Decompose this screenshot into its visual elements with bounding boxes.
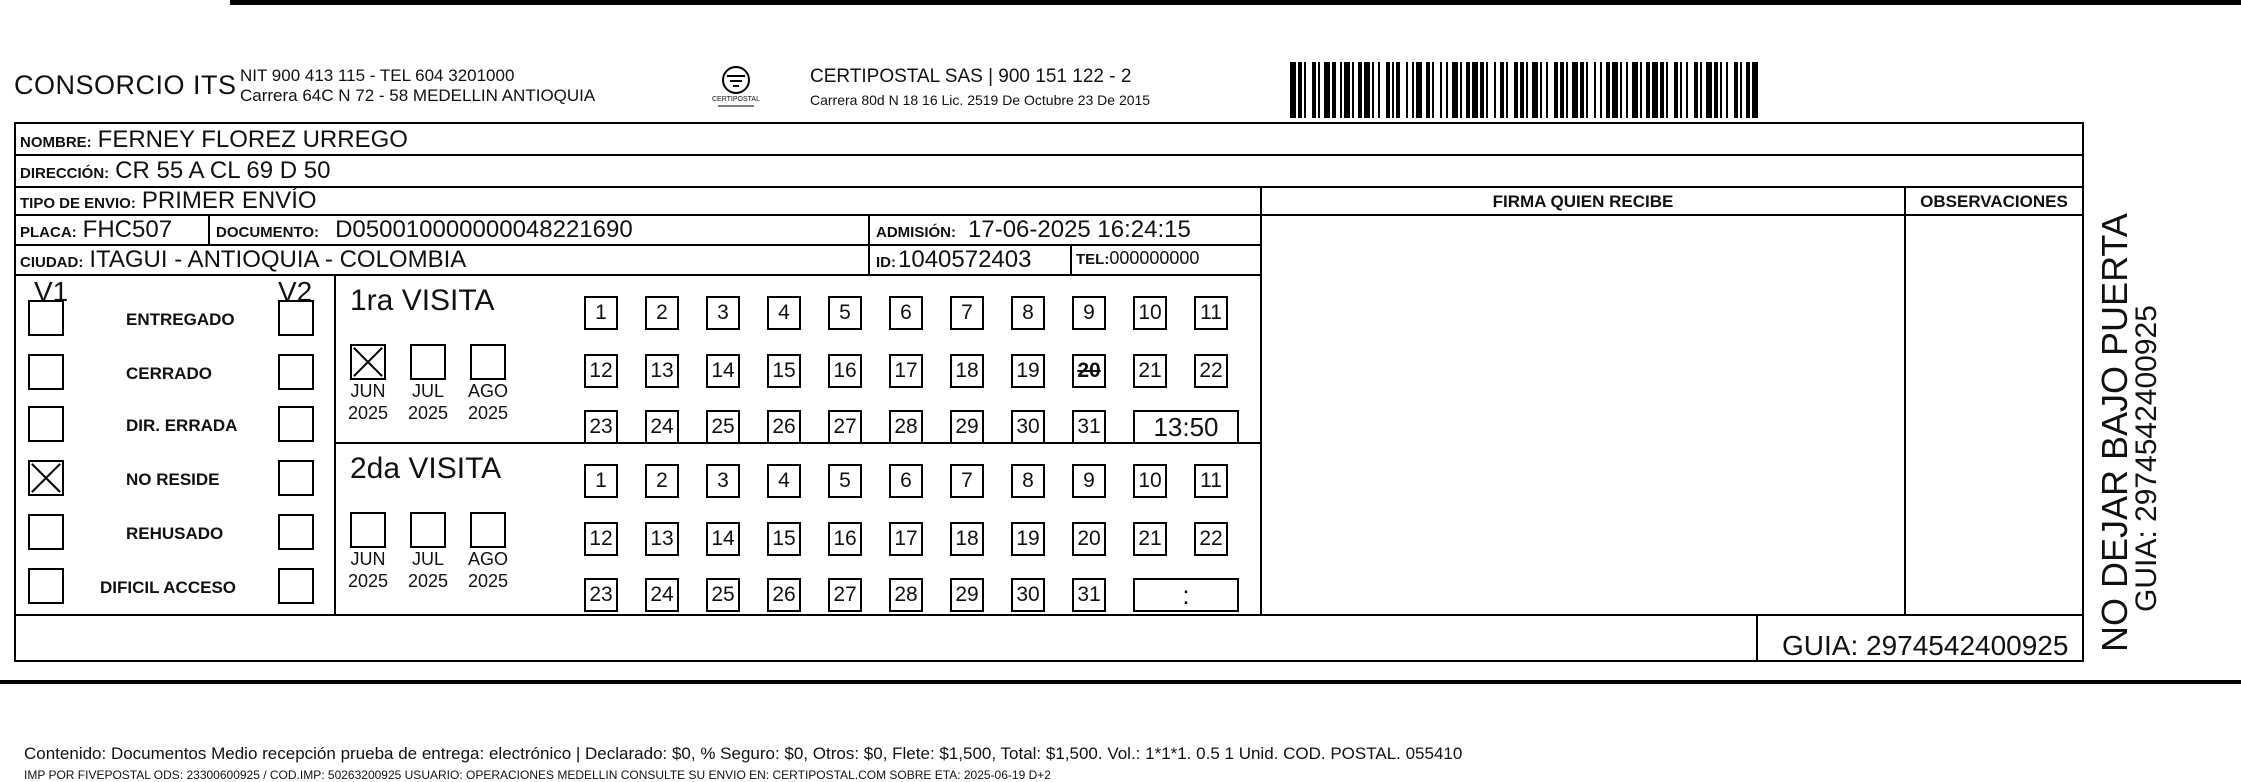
tel-label: TEL: <box>1076 251 1110 268</box>
day-box[interactable]: 5 <box>828 296 862 330</box>
tel-cell <box>1076 248 1199 269</box>
month-name: JUL <box>411 549 444 569</box>
firma-header: FIRMA QUIEN RECIBE <box>1492 192 1674 211</box>
company-info <box>240 66 595 106</box>
day-box[interactable]: 29 <box>950 578 984 612</box>
day-box[interactable]: 11 <box>1194 296 1228 330</box>
ciudad-cell <box>20 246 466 274</box>
month-label <box>460 380 516 424</box>
day-box[interactable]: 25 <box>706 578 740 612</box>
month-checkbox[interactable] <box>410 344 446 380</box>
status-option-label: ENTREGADO <box>126 310 235 329</box>
side-guia: GUIA: 2974542400925 <box>2130 305 2163 612</box>
tipo-envio-value: PRIMER ENVÍO <box>141 187 317 214</box>
day-box[interactable]: 20 <box>1072 522 1106 556</box>
day-box[interactable]: 1 <box>584 296 618 330</box>
v2-checkbox[interactable] <box>278 406 314 442</box>
company-address: Carrera 64C N 72 - 58 MEDELLIN ANTIOQUIA <box>240 86 596 105</box>
day-box[interactable]: 10 <box>1133 296 1167 330</box>
day-box[interactable]: 23 <box>584 578 618 612</box>
day-box[interactable]: 15 <box>767 354 801 388</box>
admision-value: 17-06-2025 16:24:15 <box>968 216 1191 243</box>
day-box[interactable]: 7 <box>950 464 984 498</box>
day-box[interactable]: 31 <box>1072 578 1106 612</box>
day-box[interactable]: 17 <box>889 354 923 388</box>
day-box[interactable]: 8 <box>1011 296 1045 330</box>
day-box[interactable]: 16 <box>828 354 862 388</box>
nombre-row <box>20 126 408 154</box>
id-cell <box>876 246 1031 274</box>
footer-contenido: Contenido: Documentos Medio recepción prueba de entrega: electrónico | Declarado: $0, % Seguro: $0, Otros: $0, Flete: $1,500, Total: $1,500. Vol.: 1*1*1. 0.5 1 Unid. COD. POSTAL. 055410 <box>24 744 1463 763</box>
month-name: AGO <box>467 549 508 569</box>
id-value: 1040572403 <box>898 246 1032 273</box>
time-box[interactable]: 13:50 <box>1133 410 1239 444</box>
nombre-value: FERNEY FLOREZ URREGO <box>97 126 408 153</box>
month-checkbox[interactable] <box>410 512 446 548</box>
documento-cell <box>216 216 633 244</box>
day-box[interactable]: 5 <box>828 464 862 498</box>
logo-icon <box>706 62 766 112</box>
status-option-label: DIFICIL ACCESO <box>100 578 237 597</box>
day-box[interactable]: 17 <box>889 522 923 556</box>
day-box[interactable]: 28 <box>889 410 923 444</box>
month-label <box>400 548 456 592</box>
certipostal-license: Carrera 80d N 18 16 Lic. 2519 De Octubre 23 De 2015 <box>810 92 1151 108</box>
month-year: 2025 <box>407 403 449 423</box>
day-box[interactable]: 25 <box>706 410 740 444</box>
day-box[interactable]: 12 <box>584 522 618 556</box>
day-box[interactable]: 4 <box>767 296 801 330</box>
day-box[interactable]: 8 <box>1011 464 1045 498</box>
day-box[interactable]: 26 <box>767 410 801 444</box>
v2-checkbox[interactable] <box>278 568 314 604</box>
day-box[interactable]: 18 <box>950 522 984 556</box>
day-box[interactable]: 7 <box>950 296 984 330</box>
month-year: 2025 <box>347 403 389 423</box>
side-text <box>2094 213 2164 652</box>
day-box[interactable]: 20 <box>1072 354 1106 388</box>
v1-checkbox[interactable] <box>28 568 64 604</box>
delivery-form <box>14 122 2084 782</box>
month-label <box>340 548 396 592</box>
nit-line: NIT 900 413 115 - TEL 604 3201000 <box>240 66 515 85</box>
day-box[interactable]: 15 <box>767 522 801 556</box>
day-box[interactable]: 19 <box>1011 354 1045 388</box>
direccion-label: DIRECCIÓN: <box>20 165 110 182</box>
day-box[interactable]: 19 <box>1011 522 1045 556</box>
day-box[interactable]: 24 <box>645 578 679 612</box>
v1-checkbox[interactable] <box>28 460 64 496</box>
nombre-label: NOMBRE: <box>20 134 92 151</box>
visit1-title: 1ra VISITA <box>350 284 495 317</box>
month-name: JUN <box>350 549 386 569</box>
placa-value: FHC507 <box>82 216 173 243</box>
day-box[interactable]: 16 <box>828 522 862 556</box>
day-box[interactable]: 22 <box>1194 522 1228 556</box>
day-box[interactable]: 14 <box>706 522 740 556</box>
day-box[interactable]: 21 <box>1133 522 1167 556</box>
day-box[interactable]: 2 <box>645 464 679 498</box>
month-checkbox[interactable] <box>350 344 386 380</box>
day-box[interactable]: 26 <box>767 578 801 612</box>
month-label <box>340 380 396 424</box>
day-box[interactable]: 3 <box>706 296 740 330</box>
observaciones-header: OBSERVACIONES <box>1920 192 2068 211</box>
v1-checkbox[interactable] <box>28 354 64 390</box>
day-box[interactable]: 18 <box>950 354 984 388</box>
day-box[interactable]: 2 <box>645 296 679 330</box>
day-box[interactable]: 1 <box>584 464 618 498</box>
company-name: CONSORCIO ITS <box>14 70 237 100</box>
tel-value: 000000000 <box>1109 248 1200 268</box>
day-box[interactable]: 14 <box>706 354 740 388</box>
month-label <box>460 548 516 592</box>
barcode-bar <box>1758 62 1760 118</box>
day-box[interactable]: 3 <box>706 464 740 498</box>
v2-checkbox[interactable] <box>278 460 314 496</box>
day-box[interactable]: 12 <box>584 354 618 388</box>
day-box[interactable]: 9 <box>1072 464 1106 498</box>
status-option-label: DIR. ERRADA <box>126 416 238 435</box>
footer-guia: GUIA: 2974542400925 <box>1782 630 2069 661</box>
v2-header: V2 <box>278 276 313 307</box>
v2-checkbox[interactable] <box>278 300 314 336</box>
month-checkbox[interactable] <box>470 344 506 380</box>
day-box[interactable]: 13 <box>645 354 679 388</box>
logo-text: CERTIPOSTAL <box>712 96 760 103</box>
status-option-label: REHUSADO <box>126 524 224 543</box>
status-option-label: CERRADO <box>126 364 212 383</box>
v1-checkbox[interactable] <box>28 300 64 336</box>
id-label: ID: <box>876 254 896 271</box>
v2-checkbox[interactable] <box>278 514 314 550</box>
month-year: 2025 <box>347 571 389 591</box>
admision-cell <box>876 216 1191 244</box>
month-year: 2025 <box>407 571 449 591</box>
day-box[interactable]: 22 <box>1194 354 1228 388</box>
month-year: 2025 <box>467 403 509 423</box>
documento-value: D050010000000048221690 <box>335 216 633 243</box>
day-box[interactable]: 27 <box>828 578 862 612</box>
documento-label: DOCUMENTO: <box>216 224 320 241</box>
v1-checkbox[interactable] <box>28 514 64 550</box>
v1-checkbox[interactable] <box>28 406 64 442</box>
footer-impresion: IMP POR FIVEPOSTAL ODS: 23300600925 / COD.IMP: 50263200925 USUARIO: OPERACIONES MEDELLIN CONSULTE SU ENVIO EN: CERTIPOSTAL.COM SOBRE ETA: 2025-06-19 D+2 <box>24 768 1051 782</box>
bottom-border <box>0 680 2241 684</box>
ciudad-label: CIUDAD: <box>20 254 84 271</box>
certipostal-logo <box>706 62 766 112</box>
month-checkbox[interactable] <box>470 512 506 548</box>
month-checkbox[interactable] <box>350 512 386 548</box>
v1-header: V1 <box>34 276 69 307</box>
month-label <box>400 380 456 424</box>
tipo-envio-label: TIPO DE ENVIO: <box>20 195 136 212</box>
certipostal-name: CERTIPOSTAL SAS | 900 151 122 - 2 <box>810 66 1132 87</box>
time-box[interactable]: : <box>1133 578 1239 612</box>
admision-label: ADMISIÓN: <box>876 224 956 241</box>
month-name: JUL <box>411 381 444 401</box>
direccion-row <box>20 157 330 185</box>
visit2-title: 2da VISITA <box>350 452 502 485</box>
month-name: AGO <box>467 381 508 401</box>
day-box[interactable]: 30 <box>1011 578 1045 612</box>
day-box[interactable]: 27 <box>828 410 862 444</box>
day-box[interactable]: 4 <box>767 464 801 498</box>
day-box[interactable]: 10 <box>1133 464 1167 498</box>
barcode <box>1290 62 1930 118</box>
day-box[interactable]: 31 <box>1072 410 1106 444</box>
placa-label: PLACA: <box>20 224 77 241</box>
status-option-label: NO RESIDE <box>126 470 220 489</box>
day-box[interactable]: 28 <box>889 578 923 612</box>
day-box[interactable]: 21 <box>1133 354 1167 388</box>
v2-checkbox[interactable] <box>278 354 314 390</box>
placa-cell <box>20 216 172 244</box>
day-box[interactable]: 24 <box>645 410 679 444</box>
tipo-envio-row <box>20 187 317 215</box>
day-box[interactable]: 29 <box>950 410 984 444</box>
day-box[interactable]: 23 <box>584 410 618 444</box>
day-box[interactable]: 13 <box>645 522 679 556</box>
day-box[interactable]: 9 <box>1072 296 1106 330</box>
ciudad-value: ITAGUI - ANTIOQUIA - COLOMBIA <box>89 246 467 273</box>
day-box[interactable]: 6 <box>889 464 923 498</box>
day-box[interactable]: 6 <box>889 296 923 330</box>
top-border <box>230 0 2241 5</box>
day-box[interactable]: 11 <box>1194 464 1228 498</box>
side-warning: NO DEJAR BAJO PUERTA <box>2094 213 2135 652</box>
month-year: 2025 <box>467 571 509 591</box>
day-box[interactable]: 30 <box>1011 410 1045 444</box>
direccion-value: CR 55 A CL 69 D 50 <box>115 157 331 184</box>
month-name: JUN <box>350 381 386 401</box>
